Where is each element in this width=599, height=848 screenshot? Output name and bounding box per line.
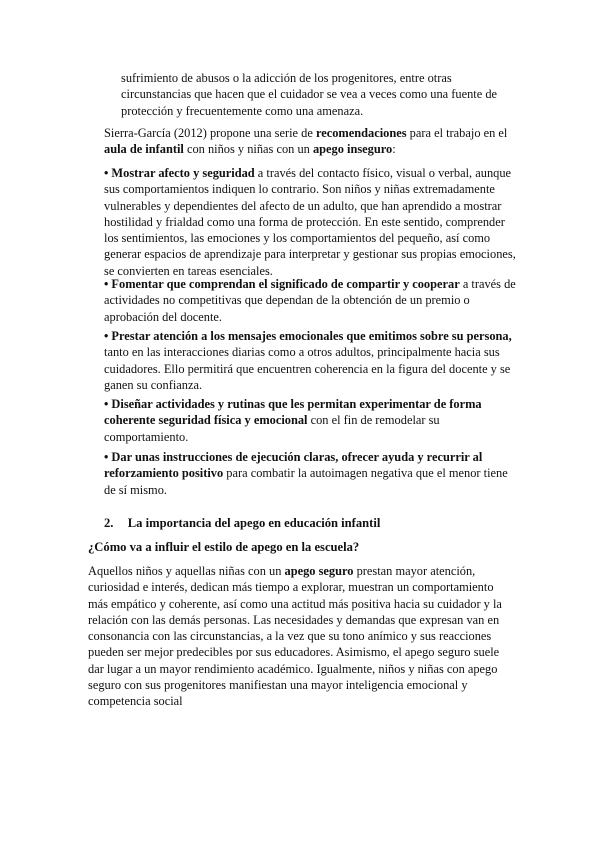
intro-text: Sierra-García (2012) propone una serie de (104, 126, 316, 140)
recommendation-item (104, 165, 516, 279)
section-title: La importancia del apego en educación infantil (127, 516, 381, 530)
question-heading: ¿Cómo va a influir el estilo de apego en la escuela? (88, 540, 360, 554)
recommendation-text: a través del contacto físico, visual o verbal, aunque sus comportamientos indiquen lo contrario. Son niños y niñas extremadamente vulnerables y dependientes del afecto de un adulto, que han aprendido a mostrar hostilidad y frialdad como una forma de protección. En este sentido, comprender los sentimientos, las emociones y los comportamientos del pequeño, así como generar espacios de aprendizaje para interpretar y gestionar sus propias emociones, se convierten en tareas esenciales. (104, 166, 516, 278)
intro-paragraph (104, 125, 516, 158)
intro-bold-recommendations: recomendaciones (315, 126, 407, 140)
section-heading (104, 516, 380, 531)
recommendation-text: a través de actividades no competitivas que dependan de la obtención de un premio o aprobación del docente. (104, 277, 516, 324)
recommendation-title: • Dar unas instrucciones de ejecución claras, ofrecer ayuda y recurrir al reforzamiento positivo (104, 450, 483, 481)
intro-text: para el trabajo en el (406, 126, 508, 140)
recommendation-title: • Diseñar actividades y rutinas que les permitan experimentar de forma coherente seguridad física y emocional (104, 397, 482, 428)
continued-paragraph: sufrimiento de abusos o la adicción de los progenitores, entre otras circunstancias que hacen que el cuidador se vea a veces como una fuente de protección y frecuentemente como una amenaza. (121, 71, 498, 118)
recommendation-item (104, 276, 516, 325)
recommendation-text: con el fin de remodelar su comportamiento. (104, 413, 440, 444)
recommendation-text: para combatir la autoimagen negativa que el menor tiene de sí mismo. (104, 466, 508, 497)
intro-text: : (392, 142, 396, 157)
intro-bold-insecure-attachment: apego inseguro (312, 142, 393, 157)
closing-paragraph (88, 563, 516, 710)
recommendation-item (104, 396, 516, 445)
closing-bold-secure-attachment: apego seguro (284, 564, 354, 578)
recommendation-item (104, 328, 516, 393)
recommendation-title: • Prestar atención a los mensajes emocionales que emitimos sobre su persona, (104, 329, 512, 343)
recommendation-text: tanto en las interacciones diarias como a otros adultos, principalmente hacia sus cuidadores. Ello permitirá que encuentren coherencia en la figura del docente y se ganen su confianza. (104, 345, 511, 392)
recommendation-title: • Fomentar que comprendan el significado de compartir y cooperar (104, 277, 460, 291)
recommendation-title: • Mostrar afecto y seguridad (104, 166, 255, 180)
closing-text: prestan mayor atención, curiosidad e interés, dedican más tiempo a explorar, muestran un comportamiento más empático y coherente, así como una actitud más positiva hacia su cuidador y la relación con las demás personas. Las necesidades y demandas que expresan van en consonancia con las circunstancias, a la vez que su tono anímico y sus reacciones pueden ser mejor predecibles por sus educadores. Asimismo, el apego seguro suele dar lugar a un mayor rendimiento académico. Igualmente, niños y niñas con apego seguro con sus progenitores manifiestan una mayor inteligencia emocional y competencia social (88, 564, 502, 709)
intro-bold-classroom: aula de infantil (104, 142, 184, 157)
section-number: 2. (104, 516, 114, 530)
closing-text: Aquellos niños y aquellas niñas con un (88, 564, 285, 578)
recommendation-item (104, 449, 516, 498)
intro-text: con niños y niñas con un (183, 142, 313, 157)
